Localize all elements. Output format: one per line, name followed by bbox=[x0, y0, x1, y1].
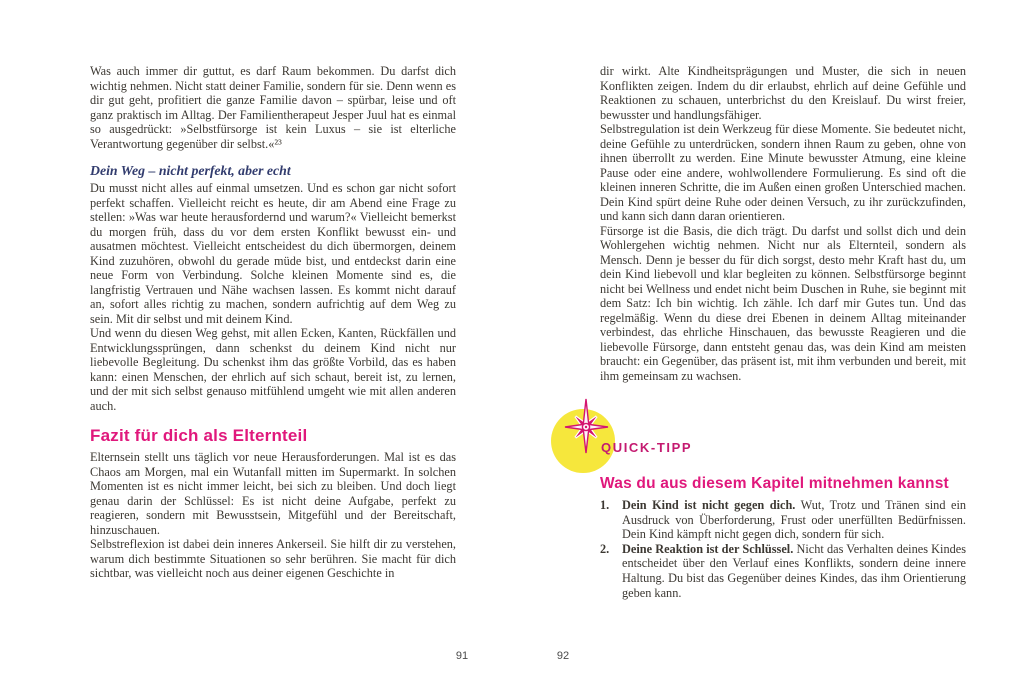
fazit-paragraph-1: Elternsein stellt uns täglich vor neue Herausforderungen. Mal ist es das Chaos am Morgen, mal ein Wutanfall mitten im Supermarkt. In solchen Momenten ist es nicht immer leicht, bei sich zu bleiben. Und doch liegt genau darin der Schlüssel: Es ist nicht deine Aufgabe, perfekt zu reagieren, sondern mit Bewusstsein, Mitgefühl und der Bereitschaft, hinzuschauen. bbox=[90, 450, 456, 537]
subsection-heading: Dein Weg – nicht perfekt, aber echt bbox=[90, 163, 291, 178]
takeaway-number: 2. bbox=[600, 541, 610, 556]
takeaway-text: Nicht das Verhalten deines Kindes entscheidet über den Verlauf eines Konflikts, sondern deine innere Haltung. Du bist das Gegenüber deines Kindes, das ihm Orientierung geben kann. bbox=[622, 541, 966, 600]
takeaway-item-1 bbox=[600, 498, 966, 542]
paragraph-continuation: dir wirkt. Alte Kindheitsprägungen und Muster, die sich in neuen Konflikten zeigen. Indem du dir erlaubst, ehrlich auf deine Gefühle und Reaktionen zu schauen, unterbrichst du den Kreislauf. Du wirst freier, bewusster und handlungsfähiger. bbox=[600, 64, 966, 122]
fazit-paragraph-2: Selbstreflexion ist dabei dein inneres Ankerseil. Sie hilft dir zu verstehen, warum dich bestimmte Situationen so sehr berühren. Sie macht für dich sichtbar, was vielleicht noch aus deiner eigenen Geschichte in bbox=[90, 537, 456, 580]
takeaway-body bbox=[622, 542, 966, 600]
page-left bbox=[90, 64, 456, 581]
quick-tipp-label: QUICK-TIPP bbox=[601, 440, 693, 455]
paragraph-fuersorge: Fürsorge ist die Basis, die dich trägt. Du darfst und sollst dich und dein Wohlergehen wichtig nehmen. Nicht nur als Elternteil, sondern als Mensch. Denn je besser du für dich sorgst, desto mehr Kraft hast du, um dein Kind liebevoll und klar begleiten zu können. Selbstfürsorge beginnt nicht bei Wellness und endet nicht beim Duschen in Ruhe, sie beginnt mit dem Satz: Ich bin wichtig. Ich zähle. Ich darf mir Gutes tun. Und das regelmäßig. Wenn du diese drei Ebenen in deinem Alltag miteinander verbindest, das ehrliche Hinschauen, das bewusste Reagieren und die liebevolle Fürsorge, dann entsteht genau das, was dein Kind am meisten braucht: ein Gegenüber, das präsent ist, mit ihm verbunden und bereit, mit ihm gemeinsam zu wachsen. bbox=[600, 223, 966, 383]
fazit-heading: Fazit für dich als Elternteil bbox=[90, 426, 308, 445]
takeaway-number: 1. bbox=[600, 498, 610, 512]
paragraph-selbstregulation: Selbstregulation ist dein Werkzeug für diese Momente. Sie bedeutet nicht, deine Gefühle zu unterdrücken, sondern ihnen Raum zu geben, ohne von ihnen überrollt zu werden. Eine Minute bewusster Atmung, eine kleine Pause oder eine andere, wohlwollendere Formulierung. Es sind oft die kleinen inneren Schritte, die im Außen einen großen Unterschied machen. Dein Kind spürt deine Ruhe oder deinen Versuch, zu ihr zurückzufinden, und kann sich dann daran orientieren. bbox=[600, 122, 966, 223]
quick-tipp-badge bbox=[551, 393, 781, 479]
page-right bbox=[600, 64, 966, 600]
takeaways-list bbox=[600, 498, 966, 600]
takeaways-heading: Was du aus diesem Kapitel mitnehmen kannst bbox=[600, 475, 949, 492]
takeaway-body bbox=[622, 498, 966, 542]
subsection-paragraph-1: Du musst nicht alles auf einmal umsetzen. Und es schon gar nicht sofort perfekt schaffen. Vielleicht reicht es heute, dir am Abend eine Frage zu stellen: »Was war heute herausfordernd und warum?« Vielleicht bemerkst du morgen früh, dass du vor dem ersten Konflikt bewusst ein- und ausatmen möchtest. Vielleicht entscheidest du dich übermorgen, deinem Kind zuzuhören, obwohl du gerade müde bist, und entdeckst darin eine neue Form von Verbindung. Solche kleinen Momente sind es, die langfristig Vertrauen und Nähe wachsen lassen. Es kommt nicht darauf an, sofort alles richtig zu machen, sondern aufrichtig auf dem Weg zu sein. Mit dir selbst und mit deinem Kind. bbox=[90, 181, 456, 326]
takeaway-lead: Dein Kind ist nicht gegen dich. bbox=[622, 498, 796, 512]
page-number-right: 92 bbox=[556, 650, 570, 662]
page-number-left: 91 bbox=[455, 650, 469, 662]
takeaway-text: Wut, Trotz und Tränen sind ein Ausdruck von Überforderung, Frust oder unerfüllten Bedürfnissen. Dein Kind kämpft nicht gegen dich, sondern für sich. bbox=[622, 498, 967, 542]
takeaway-item-2 bbox=[600, 542, 966, 600]
intro-paragraph: Was auch immer dir guttut, es darf Raum bekommen. Du darfst dich wichtig nehmen. Nicht statt deiner Familie, sondern für sie. Denn wenn es dir gut geht, profitiert die ganze Familie davon – spürbar, leise und oft ganz praktisch im Alltag. Der Familientherapeut Jesper Juul hat es einmal so ausgedrückt: »Selbstfürsorge ist kein Luxus – sie ist elterliche Verantwortung gegenüber dir selbst.«²³ bbox=[90, 64, 456, 151]
takeaway-lead: Deine Reaktion ist der Schlüssel. bbox=[622, 541, 794, 556]
subsection-paragraph-2: Und wenn du diesen Weg gehst, mit allen Ecken, Kanten, Rückfällen und Entwicklungssprüngen, dann schenkst du deinem Kind nicht nur liebevolle Begleitung. Du schenkst ihm das größte Vorbild, das es haben kann: einen Menschen, der ehrlich auf sich schaut, bereit ist, zu lernen, und der mit sich selbst genauso mitfühlend umgeht wie mit allen anderen auch. bbox=[90, 326, 456, 413]
